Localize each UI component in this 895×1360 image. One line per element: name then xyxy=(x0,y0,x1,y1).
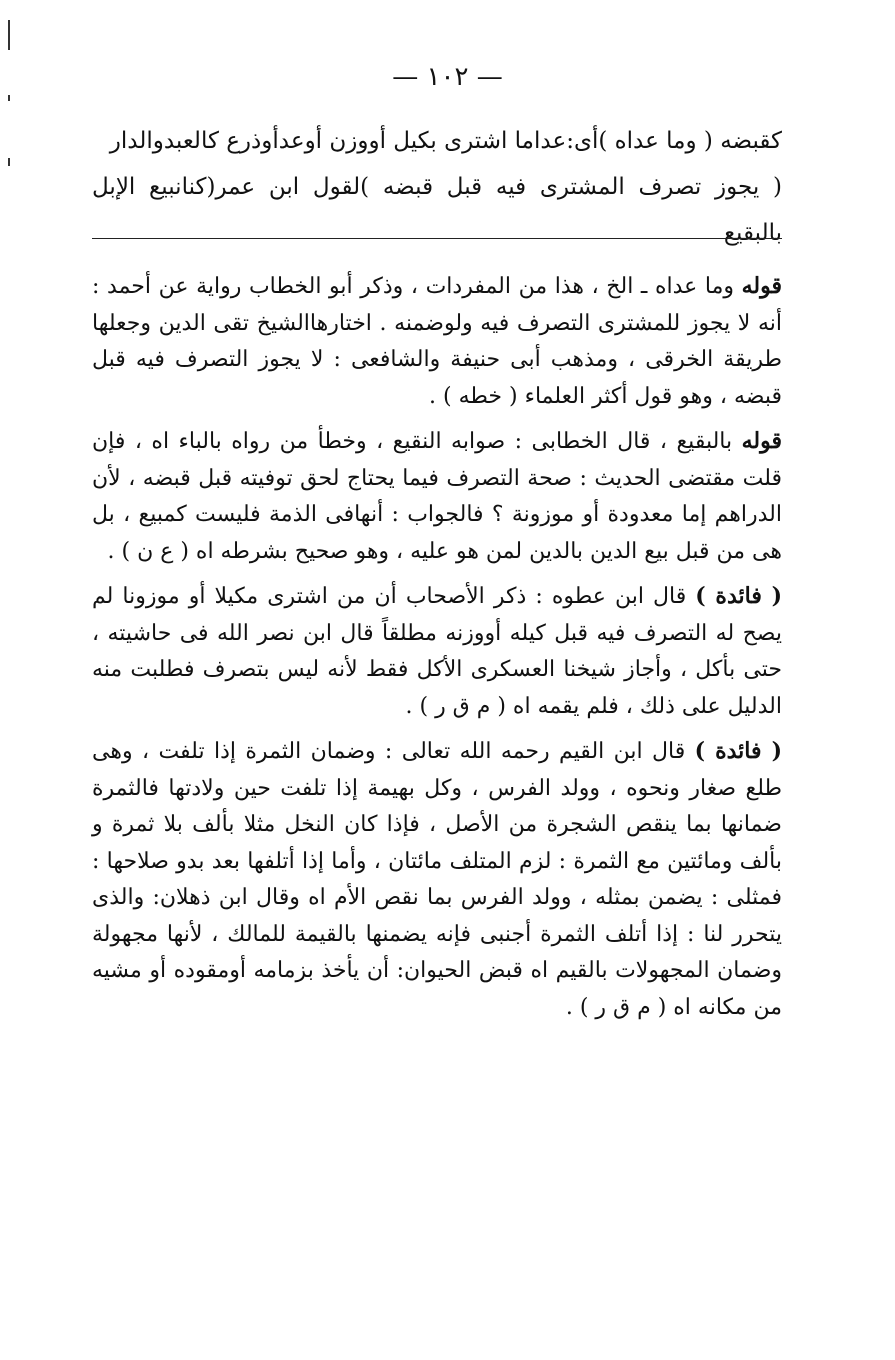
main-text xyxy=(92,118,782,256)
note-text: قال ابن القيم رحمه الله تعالى : وضمان الثمرة إذا تلفت ، وهى طلع صغار ونحوه ، وولد الفرس ، وكل بهيمة إذا تلفت حين ولادتها فالثمرة ضمانها بما ينقص الشجرة من الأصل ، فإذا كان النخل مثلا بألف بلا ثمرة و بألف ومائتين مع الثمرة : لزم المتلف مائتان ، وأما إذا أتلفها بعد بدو صلاحها : فمثلى : يضمن بمثله ، وولد الفرس بما نقص الأم اه وقال ابن ذهلان: والذى يتحرر لنا : إذا أتلف الثمرة أجنبى فإنه يضمنها بالقيمة للمالك ، لأنها مجهولة وضمان المجهولات بالقيم اه قبض الحيوان: أن يأخذ بزمامه أومقوده أو مشيه من مكانه اه ( م ق ر ) . xyxy=(92,739,782,1020)
margin-mark xyxy=(8,20,10,50)
note-paragraph xyxy=(92,733,782,1026)
note-text: وما عداه ـ الخ ، هذا من المفردات ، وذكر أبو الخطاب رواية عن أحمد : أنه لا يجوز للمشترى التصرف فيه ولوضمنه . اختارهاالشيخ تقى الدين وجعلها طريقة الخرقى ، ومذهب أبى حنيفة والشافعى : لا يجوز التصرف فيه قبل قبضه ، وهو قول أكثر العلماء ( خطه ) . xyxy=(92,274,782,409)
note-lead: ( فائدة ) xyxy=(695,583,782,609)
margin-mark xyxy=(8,158,10,166)
note-paragraph xyxy=(92,423,782,570)
note-lead: قوله xyxy=(741,273,782,299)
note-text: بالبقيع ، قال الخطابى : صوابه النقيع ، وخطأ من رواه بالباء اه ، فإن قلت مقتضى الحديث : صحة التصرف فيما يحتاج لحق توفيته قبل قبضه ، لأن الدراهم إما معدودة أو موزونة ؟ فالجواب : أنهافى الذمة فليست كمبيع ، بل هى من قبل بيع الدين بالدين لمن هو عليه ، وهو صحيح بشرطه اه ( ع ن ) . xyxy=(92,429,782,564)
note-paragraph xyxy=(92,268,782,415)
footnote-divider xyxy=(92,238,782,239)
main-text-line: ( يجوز تصرف المشترى فيه قبل قبضه )لقول ابن عمر(كنانبيع الإبل بالبقيع xyxy=(92,174,782,246)
note-lead: قوله xyxy=(741,428,782,454)
margin-mark xyxy=(8,95,10,101)
page-number: — ١٠٢ — xyxy=(392,62,503,92)
commentary-notes xyxy=(92,268,782,1034)
note-text: قال ابن عطوه : ذكر الأصحاب أن من اشترى مكيلا أو موزونا لم يصح له التصرف فيه قبل كيله أووزنه مطلقاً قال ابن نصر الله فى حاشيته ، حتى بأكل ، وأجاز شيخنا العسكرى الأكل فقط لأنه ليس بتصرف فطلبت منه الدليل على ذلك ، فلم يقمه اه ( م ق ر ) . xyxy=(92,584,782,719)
note-paragraph xyxy=(92,578,782,725)
note-lead: ( فائدة ) xyxy=(694,738,783,764)
main-text-line: كقبضه ( وما عداه )أى:عداما اشترى بكيل أووزن أوعدأوذرع كالعبدوالدار xyxy=(109,128,782,154)
